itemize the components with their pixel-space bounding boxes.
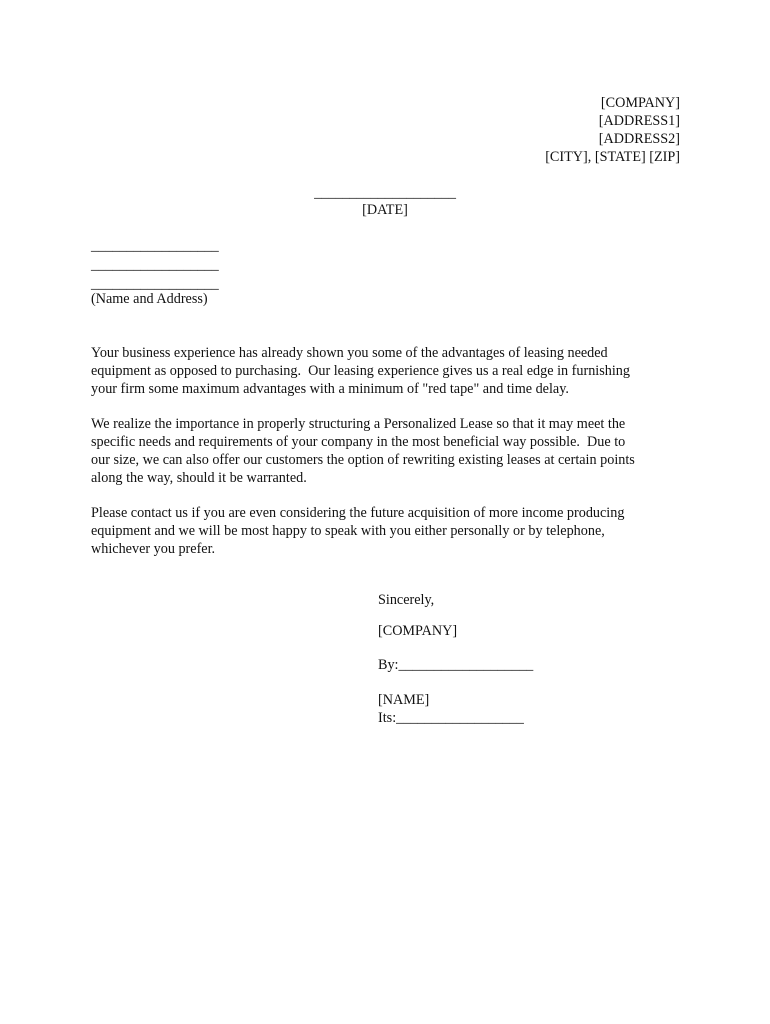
paragraph-2-line: We realize the importance in properly structuring a Personalized Lease so that it may meet the: [91, 416, 626, 432]
body-paragraph-3: [91, 504, 681, 558]
signature-by-line: By:___________________: [378, 657, 534, 673]
letterhead-city-state-zip: [CITY], [STATE] [ZIP]: [545, 149, 680, 165]
body-paragraph-2: [91, 415, 681, 487]
paragraph-2-line: our size, we can also offer our customers the option of rewriting existing leases at certain points: [91, 452, 635, 468]
recipient-line-2: __________________: [91, 257, 219, 273]
letterhead-address1: [ADDRESS1]: [598, 113, 680, 129]
letterhead-address2: [ADDRESS2]: [598, 131, 680, 147]
date-blank-line: ____________________: [314, 185, 456, 201]
date-label: [DATE]: [362, 202, 408, 218]
signatory-title-line: Its:__________________: [378, 710, 524, 726]
paragraph-3-line: Please contact us if you are even considering the future acquisition of more income producing: [91, 505, 625, 521]
paragraph-3-line: whichever you prefer.: [91, 541, 216, 557]
paragraph-2-line: along the way, should it be warranted.: [91, 470, 307, 486]
paragraph-2-line: specific needs and requirements of your company in the most beneficial way possible. Due to: [91, 434, 626, 450]
paragraph-3-line: equipment and we will be most happy to speak with you either personally or by telephone,: [91, 523, 605, 539]
recipient-line-3: __________________: [91, 276, 219, 292]
paragraph-1-line: equipment as opposed to purchasing. Our leasing experience gives us a real edge in furnishing: [91, 363, 630, 379]
recipient-caption: (Name and Address): [91, 291, 208, 307]
body-paragraph-1: [91, 344, 681, 398]
letterhead-company: [COMPANY]: [600, 95, 680, 111]
closing-salutation: Sincerely,: [378, 592, 435, 608]
recipient-line-1: __________________: [91, 238, 219, 254]
closing-company: [COMPANY]: [378, 623, 458, 639]
paragraph-1-line: your firm some maximum advantages with a minimum of "red tape" and time delay.: [91, 381, 569, 397]
signatory-name: [NAME]: [378, 692, 430, 708]
paragraph-1-line: Your business experience has already shown you some of the advantages of leasing needed: [91, 345, 608, 361]
